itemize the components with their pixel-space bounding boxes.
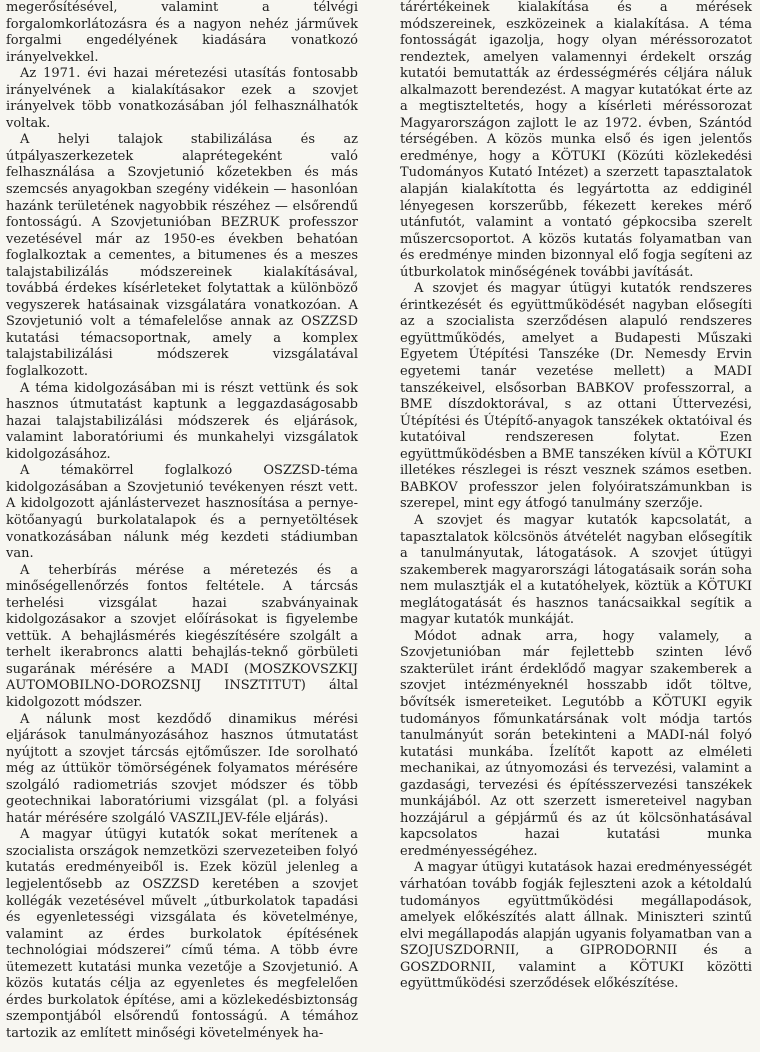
- paragraph: megerősítésével, valamint a télvégi forgalomkorlátozásra és a nagyon nehéz járművek forgalmi engedélyének kiadására vonatkozó irányelvekkel.: [6, 0, 358, 65]
- paragraph: A teherbírás mérése a méretezés és a minőségellenőrzés fontos feltétele. A tárcsás terhelési vizsgálat hazai szabványainak kidolgozásakor a szovjet előírásokat is figyelembe vettük. A behajlásmérés kiegészítésére szolgált a terhelt ikerabroncs alatti behajlás-teknő görbületi sugarának mérésére a MADI (MOSZKOVSZKIJ AUTOMOBILNO-DOROZSNIJ INSZTITUT) által kidolgozott módszer.: [6, 562, 358, 710]
- paragraph: A magyar útügyi kutatók sokat merítenek a szocialista országok nemzetközi szervezeteiben folyó kutatás eredményeiből is. Ezek közül jelenleg a legjelentősebb az OSZZSD keretében a szovjet kollégák vezetésével művelt „útburkolatok tapadási és egyenletességi vizsgálata és követelménye, valamint az érdes burkolatok építésének technológiai módszerei” című téma. A több évre ütemezett kutatási munka vezetője a Szovjetunió. A közös kutatás célja az egyenletes és megfelelően érdes burkolatok építése, ami a közlekedésbiztonság szempontjából elsőrendű fontosságú. A témához tartozik az említett minőségi követelmények ha-: [6, 827, 358, 1041]
- paragraph: A szovjet és magyar útügyi kutatók rendszeres érintkezését és együttműködését nagyban elősegíti az a szocialista szerződésen alapuló rendszeres együttműködés, amelyet a Budapesti Műszaki Egyetem Útépítési Tanszéke (Dr. Nemesdy Ervin egyetemi tanár vezetése mellett) a MADI tanszékeivel, elsősorban BABKOV professzorral, a BME díszdoktorával, s az ottani Úttervezési, Útépítési és Útépítő-anyagok tanszékek oktatóival és kutatóival rendszeresen folytat. Ezen együttműködésben a BME tanszéken kívül a KÖTUKI illetékes részlegei is részt vesznek számos esetben. BABKOV professzor jelen folyóiratszámunkban is szerepel, mint egy átfogó tanulmány szerzője.: [400, 281, 752, 512]
- paragraph: tárértékeinek kialakítása és a mérések módszereinek, eszközeinek a kialakítása. A téma fontosságát igazolja, hogy olyan méréssorozatot rendeztek, amelyen valamennyi érdekelt ország kutatói bemutatták az érdességmérés céljára náluk alkalmazott berendezést. A magyar kutatókat érte az a megtiszteltetés, hogy a kísérleti méréssorozat Magyarországon zajlott le az 1972. évben, Szántód térségében. A közös munka első és igen jelentős eredménye, hogy a KÖTUKI (Közúti közlekedési Tudományos Kutató Intézet) a szerzett tapasztalatok alapján kialakította és legyártotta az eddiginél lényegesen korszerűbb, fékezett kerekes mérő utánfutót, valamint a vontató gépkocsiba szerelt műszercsoportot. A közös kutatás folyamatban van és eredménye minden bizonnyal elő fogja segíteni az útburkolatok minőségének további javítását.: [400, 0, 752, 280]
- paragraph: Az 1971. évi hazai méretezési utasítás fontosabb irányelvének a kialakításakor ezek a szovjet irányelvek több vonatkozásában jól felhasználhatók voltak.: [6, 66, 358, 131]
- left-column: [6, 0, 358, 1042]
- paragraph: A szovjet és magyar kutatók kapcsolatát, a tapasztalatok kölcsönös átvételét nagyban elősegítik a tanulmányutak, látogatások. A szovjet útügyi szakemberek magyarországi látogatásaik során soha nem mulasztják el a kutatóhelyek, köztük a KÖTUKI meglátogatását és hasznos tanácsaikkal segítik a magyar kutatók munkáját.: [400, 512, 752, 628]
- right-column: [400, 0, 752, 993]
- paragraph: Módot adnak arra, hogy valamely, a Szovjetunióban már fejlettebb szinten lévő szakterület iránt érdeklődő magyar szakemberek a szovjet intézményeknél hosszabb időt töltve, bővítsék ismereteiket. Legutóbb a KÖTUKI egyik tudományos főmunkatársának volt módja tartós tanulmányút során betekinteni a MADI-nál folyó kutatási munkába. Ízelítőt kapott az elméleti mechanikai, az útnyomozási és tervezési, valamint a gazdasági, tervezési és építésszervezési tanszékek munkájából. Az ott szerzett ismereteivel nagyban hozzájárul a gépjármű és az út kölcsönhatásával kapcsolatos hazai kutatási munka eredményességéhez.: [400, 628, 752, 859]
- paragraph: A témakörrel foglalkozó OSZZSD-téma kidolgozásában a Szovjetunió tevékenyen részt vett. A kidolgozott ajánlástervezet hasznosítása a pernye-kötőanyagú burkolatalapok és a pernyetöltések vonatkozásában nálunk még kezdeti stádiumban van.: [6, 463, 358, 562]
- paragraph: A helyi talajok stabilizálása és az útpályaszerkezetek alaprétegeként való felhasználása a Szovjetunió kőzetekben és más szemcsés anyagokban szegény vidékein — hasonlóan hazánk területének nagyobbik részéhez — elsőrendű fontosságú. A Szovjetunióban BEZRUK professzor vezetésével már az 1950-es években behatóan foglalkoztak a cementes, a bitumenes és a meszes talajstabilizálás módszereinek kialakításával, továbbá érdekes kísérleteket folytattak a különböző vegyszerek hatásainak vizsgálatára vonatkozóan. A Szovjetunió volt a témafelelőse annak az OSZZSD kutatási témacsoportnak, amely a komplex talajstabilizálási módszerek vizsgálatával foglalkozott.: [6, 132, 358, 380]
- paragraph: A nálunk most kezdődő dinamikus mérési eljárások tanulmányozásához hasznos útmutatást nyújtott a szovjet tárcsás ejtőműszer. Ide sorolható még az úttükör tömörségének folyamatos mérésére szolgáló radiometriás szovjet módszer és több geotechnikai laboratóriumi vizsgálat (pl. a folyási határ mérésére szolgáló VASZILJEV-féle eljárás).: [6, 711, 358, 826]
- paragraph: A téma kidolgozásában mi is részt vettünk és sok hasznos útmutatást kaptunk a leggazdaságosabb hazai talajstabilizálási módszerek és eljárások, valamint laboratóriumi és munkahelyi vizsgálatok kidolgozásához.: [6, 380, 358, 462]
- paragraph: A magyar útügyi kutatások hazai eredményességét várhatóan tovább fogják fejleszteni azok a kétoldalú tudományos együttműködési megállapodások, amelyek előkészítés alatt állnak. Miniszteri szintű elvi megállapodás alapján ugyanis folyamatban van a SZOJUSZDORNII, a GIPRODORNII és a GOSZDORNII, valamint a KÖTUKI közötti együttműködési szerződések előkészítése.: [400, 860, 752, 992]
